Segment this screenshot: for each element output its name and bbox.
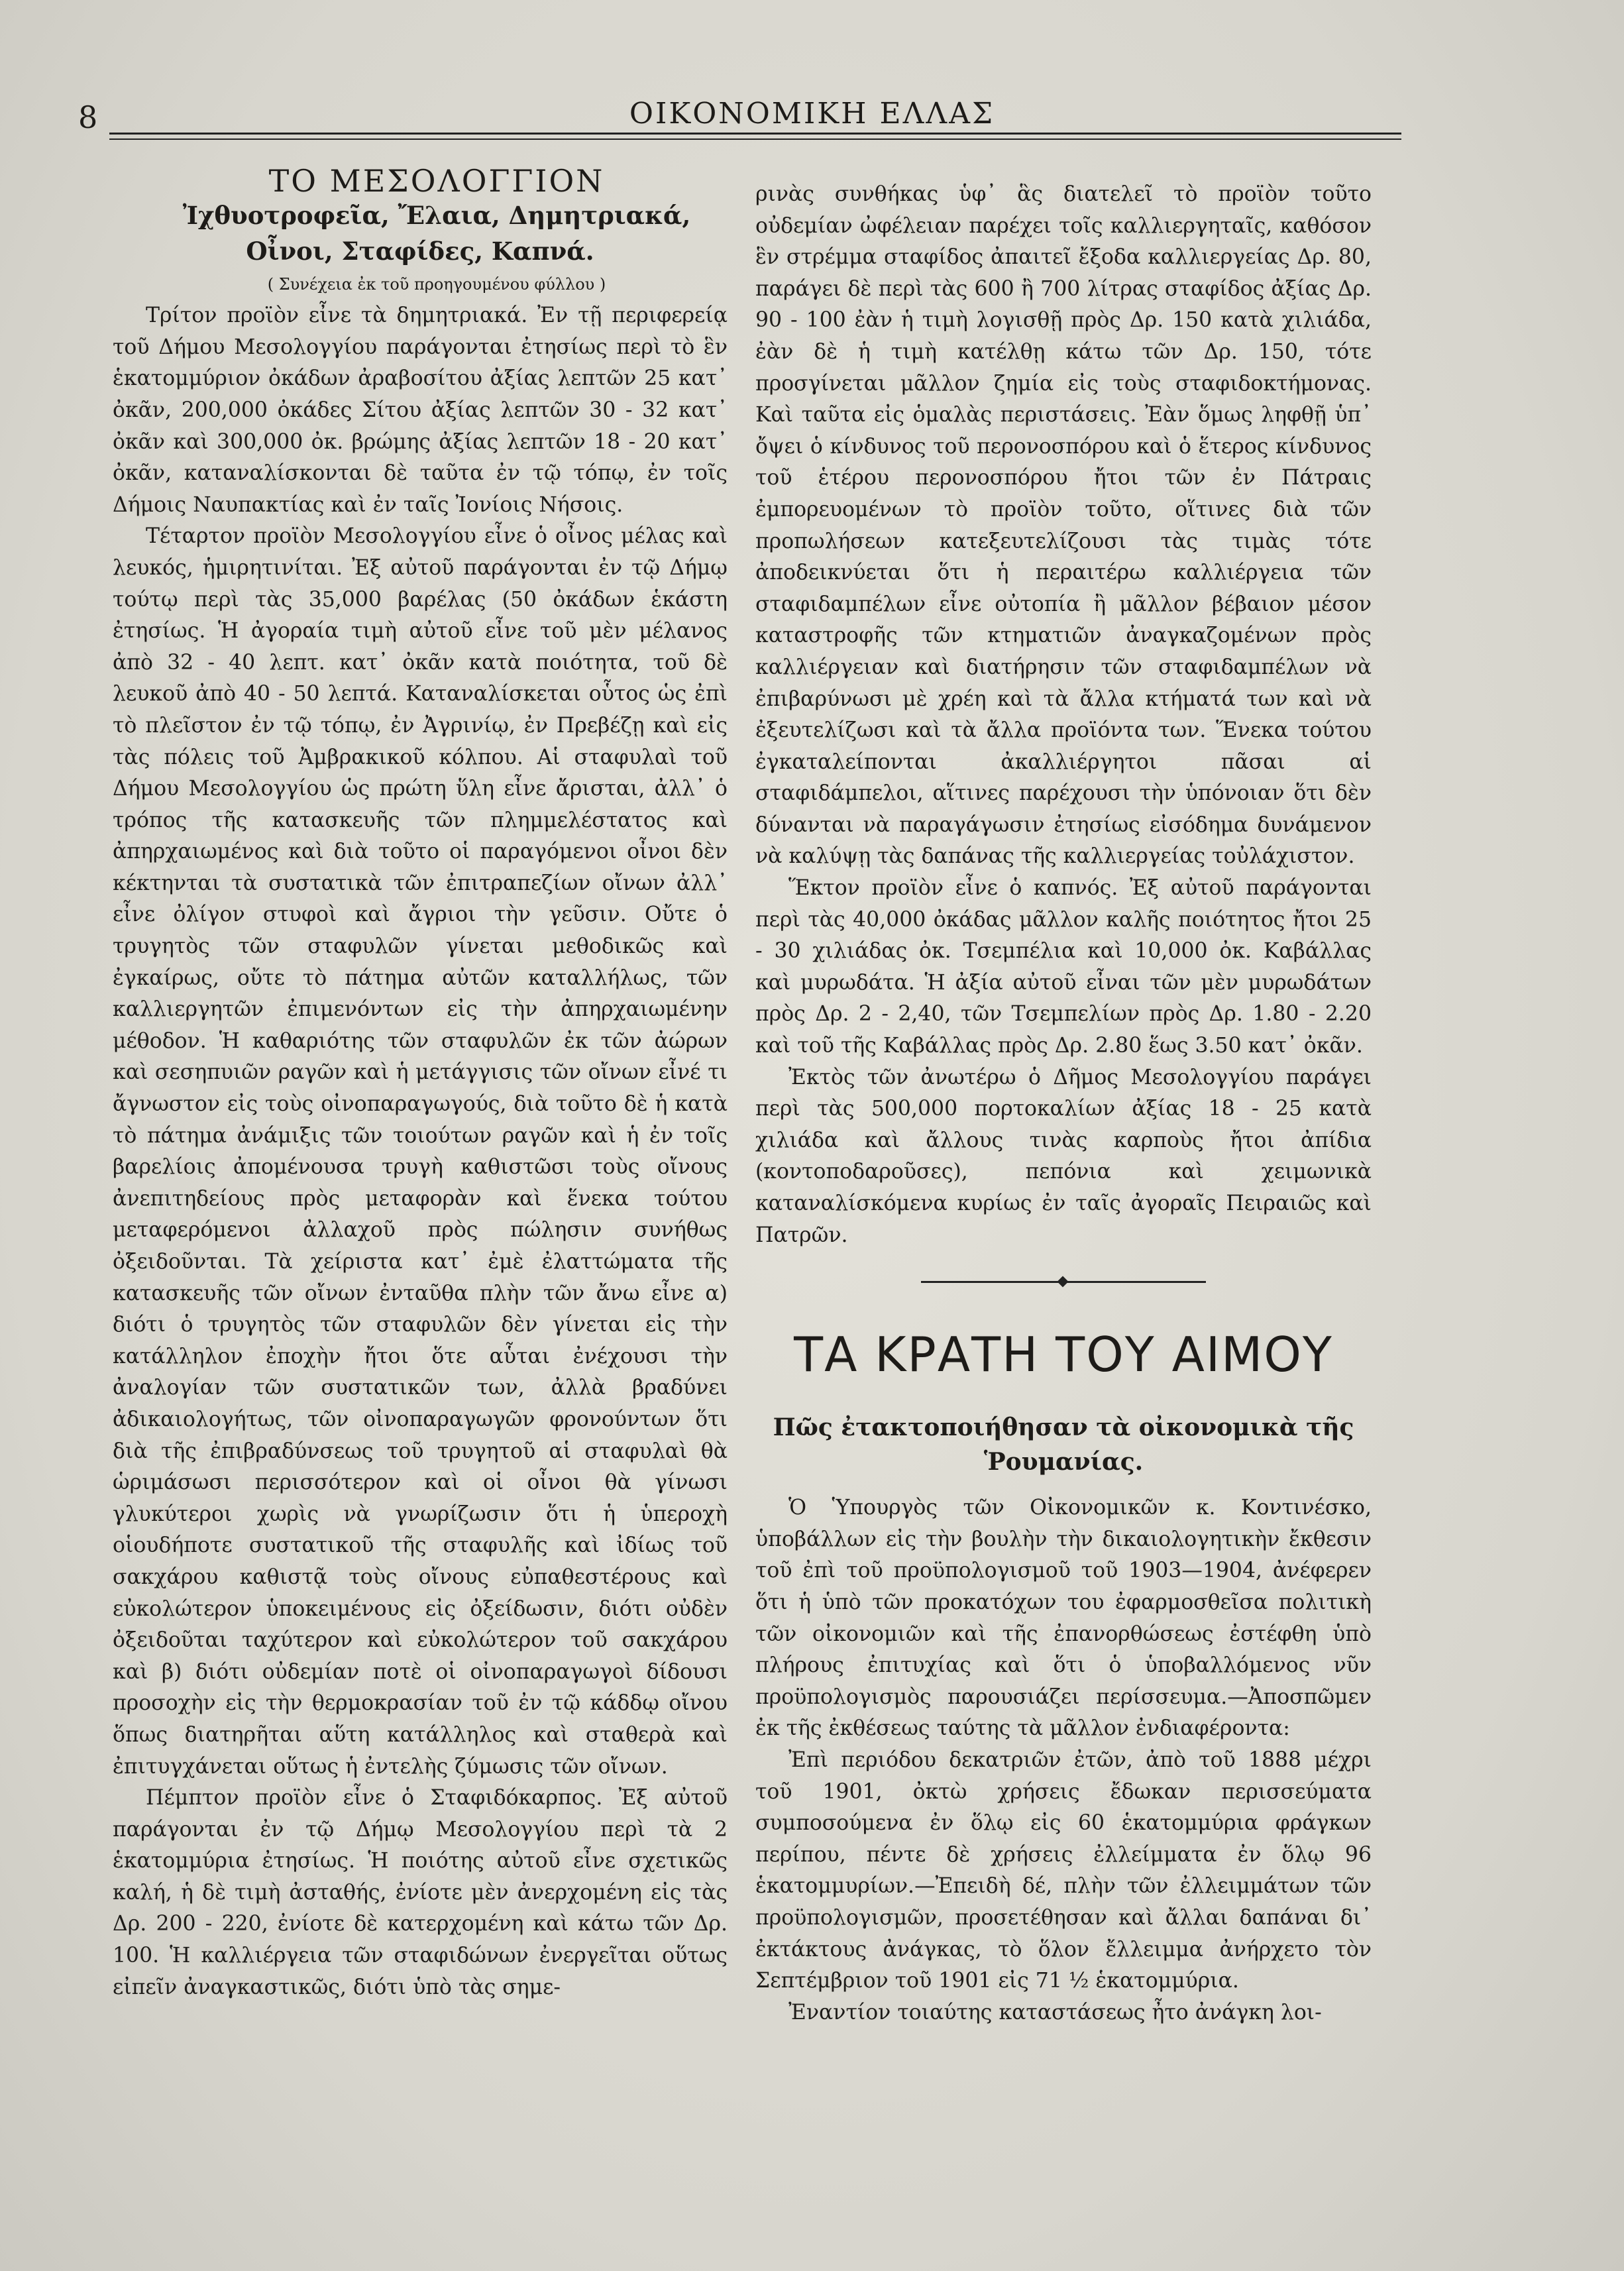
continuation-note: ( Συνέχεια ἐκ τοῦ προηγουμένου φύλλου ) <box>267 274 606 294</box>
paragraph: Ἕκτον προϊὸν εἶνε ὁ καπνός. Ἐξ αὐτοῦ παράγονται περὶ τὰς 40,000 ὀκάδας μᾶλλον καλῆς ποιότητος ἤτοι 25 - 30 χιλιάδας ὀκ. Τσεμπέλια καὶ 10,000 ὀκ. Καβάλλας καὶ μυρωδάτα. Ἡ ἀξία αὐτοῦ εἶναι τῶν μὲν μυρωδάτων πρὸς Δρ. 2 - 2,40, τῶν Τσεμπελίων πρὸς Δρ. 1.80 - 2.20 καὶ τοῦ τῆς Καβάλλας πρὸς Δρ. 2.80 ἕως 3.50 κατ᾽ ὀκᾶν. <box>755 876 1372 1058</box>
paragraph: Ἐπὶ περιόδου δεκατριῶν ἐτῶν, ἀπὸ τοῦ 1888 μέχρι τοῦ 1901, ὀκτὼ χρήσεις ἔδωκαν περισσεύματα συμποσούμενα ἐν ὅλῳ εἰς 60 ἑκατομμύρια φράγκων περίπου, πέντε δὲ χρήσεις ἐλλείμματα ἐν ὅλῳ 96 ἑκατομμυρίων.—Ἐπειδὴ δέ, πλὴν τῶν ἐλλειμμάτων τῶν προϋπολογισμῶν, προσετέθησαν καὶ ἄλλαι δαπάναι δι᾽ ἐκτάκτους ἀνάγκας, τὸ ὅλον ἔλλειμμα ἀνήρχετο τὸν Σεπτέμβριον τοῦ 1901 εἰς 71 ½ ἑκατομμύρια. <box>755 1747 1372 1993</box>
running-title: ΟΙΚΟΝΟΜΙΚΗ ΕΛΛΑΣ <box>629 97 995 131</box>
section-divider <box>921 1278 1206 1286</box>
paragraph: Πέμπτον προϊὸν εἶνε ὁ Σταφιδόκαρπος. Ἐξ αὐτοῦ παράγονται ἐν τῷ Δήμῳ Μεσολογγίου περὶ τὰ 2 ἑκατομμύρια ἐτησίως. Ἡ ποιότης αὐτοῦ εἶνε σχετικῶς καλή, ἡ δὲ τιμὴ ἀσταθής, ἐνίοτε μὲν ἀνερχομένη εἰς τὰς Δρ. 200 - 220, ἐνίοτε δὲ κατερχομένη καὶ κάτω τῶν Δρ. 100. Ἡ καλλιέργεια τῶν σταφιδώνων ἐνεργεῖται οὕτως εἰπεῖν ἀναγκαστικῶς, διότι ὑπὸ τὰς σημε- <box>113 1786 728 1999</box>
paragraph: Ἐναντίον τοιαύτης καταστάσεως ἦτο ἀνάγκη λοι- <box>788 2000 1322 2024</box>
paragraph: Ὁ Ὑπουργὸς τῶν Οἰκονομικῶν κ. Κοντινέσκο, ὑποβάλλων εἰς τὴν βουλὴν τὴν δικαιολογητικὴν ἔκθεσιν τοῦ ἐπὶ τοῦ προϋπολογισμοῦ τοῦ 1903—1904, ἀνέφερεν ὅτι ἡ ὑπὸ τῶν προκατόχων του ἐφαρμοσθεῖσα πολιτικὴ τῶν οἰκονομιῶν καὶ τῆς ἐπανορθώσεως ἐστέφθη ὑπὸ πλήρους ἐπιτυχίας καὶ ὅτι ὁ ὑποβαλλόμενος νῦν προϋπολογισμὸς παρουσιάζει περίσσευμα.—Ἀποσπῶμεν ἐκ τῆς ἐκθέσεως ταύτης τὰ μᾶλλον ἐνδιαφέροντα: <box>755 1496 1372 1741</box>
divider-diamond <box>1057 1276 1069 1288</box>
paragraph: Ἐκτὸς τῶν ἀνωτέρω ὁ Δῆμος Μεσολογγίου παράγει περὶ τὰς 500,000 πορτοκαλίων ἀξίας 18 - 25 κατὰ χιλιάδα καὶ ἄλλους τινὰς καρποὺς ἤτοι ἀπίδια (κοντοποδαροῦσες), πεπόνια καὶ χειμωνικὰ καταναλίσκόμενα κυρίως ἐν ταῖς ἀγοραῖς Πειραιῶς καὶ Πατρῶν. <box>755 1065 1372 1247</box>
paragraph: Τρίτον προϊὸν εἶνε τὰ δημητριακά. Ἐν τῇ περιφερείᾳ τοῦ Δήμου Μεσολογγίου παράγονται ἐτησίως περὶ τὸ ἓν ἑκατομμύριον ὀκάδων ἀραβοσίτου ἀξίας λεπτῶν 25 κατ᾽ ὀκᾶν, 200,000 ὀκάδες Σίτου ἀξίας λεπτῶν 30 - 32 κατ᾽ ὀκᾶν καὶ 300,000 ὀκ. βρώμης ἀξίας λεπτῶν 18 - 20 κατ᾽ ὀκᾶν, καταναλίσκονται δὲ ταῦτα ἐν τῷ τόπῳ, ἐν τοῖς Δήμοις Ναυπακτίας καὶ ἐν ταῖς Ἰονίοις Νήσοις. <box>113 304 728 517</box>
article-title-balkan-states: ΤΑ ΚΡΑΤΗ ΤΟΥ ΑΙΜΟΥ <box>794 1327 1333 1383</box>
page-number: 8 <box>78 99 98 135</box>
left-column <box>113 163 728 2003</box>
article-subtitle-romania: Πῶς ἐτακτοποιήθησαν τὰ οἰκονομικὰ τῆς Ῥουμανίας. <box>773 1413 1354 1476</box>
article-subtitle-mesolongion: Ἰχθυοτροφεῖα, Ἔλαια, Δημητριακά, Οἶνοι, Σταφίδες, Καπνά. <box>182 200 691 266</box>
header-double-rule <box>109 133 1401 140</box>
right-column <box>755 179 1372 2028</box>
article-title-mesolongion: ΤΟ ΜΕΣΟΛΟΓΓΙΟΝ <box>268 163 605 199</box>
paragraph: Τέταρτον προϊὸν Μεσολογγίου εἶνε ὁ οἶνος μέλας καὶ λευκός, ἡμιρητινίται. Ἐξ αὐτοῦ παράγονται ἐν τῷ Δήμῳ τούτῳ περὶ τὰς 35,000 βαρέλας (50 ὀκάδων ἑκάστη ἐτησίως. Ἡ ἀγοραία τιμὴ αὐτοῦ εἶνε τοῦ μὲν μέλανος ἀπὸ 32 - 40 λεπτ. κατ᾽ ὀκᾶν κατὰ ποιότητα, τοῦ δὲ λευκοῦ ἀπὸ 40 - 50 λεπτά. Καταναλίσκεται οὗτος ὡς ἐπὶ τὸ πλεῖστον ἐν τῷ τόπῳ, ἐν Ἀγρινίῳ, ἐν Πρεβέζῃ καὶ εἰς τὰς πόλεις τοῦ Ἀμβρακικοῦ κόλπου. Αἱ σταφυλαὶ τοῦ Δήμου Μεσολογγίου ὡς πρώτη ὕλη εἶνε ἄρισται, ἀλλ᾽ ὁ τρόπος τῆς κατασκευῆς τῶν πλημμελέστατος καὶ ἀπηρχαιωμένος καὶ διὰ τοῦτο οἱ παραγόμενοι οἶνοι δὲν κέκτηνται τὰ συστατικὰ τῶν ἐπιτραπεζίων οἴνων ἀλλ᾽ εἶνε ὀλίγον στυφοὶ καὶ ἄγριοι τὴν γεῦσιν. Οὔτε ὁ τρυγητὸς τῶν σταφυλῶν γίνεται μεθοδικῶς καὶ ἐγκαίρως, οὔτε τὸ πάτημα αὐτῶν καταλλήλως, τῶν καλλιεργητῶν ἐπιμενόντων εἰς τὴν ἀπηρχαιωμένην μέθοδον. Ἡ καθαριότης τῶν σταφυλῶν ἐκ τῶν ἀώρων καὶ σεσηπυιῶν ραγῶν καὶ ἡ μετάγγισις τῶν οἴνων εἶνέ τι ἄγνωστον εἰς τοὺς οἰνοπαραγωγούς, διὰ τοῦτο δὲ ἡ κατὰ τὸ πάτημα ἀνάμιξις τῶν τοιούτων ραγῶν καὶ ἡ ἐν τοῖς βαρελίοις ἀπομένουσα τρυγὴ καθιστῶσι τοὺς οἴνους ἀνεπιτηδείους πρὸς μεταφορὰν καὶ ἕνεκα τούτου μεταφερόμενοι ἀλλαχοῦ πρὸς πώλησιν συνήθως ὀξειδοῦνται. Τὰ χείριστα κατ᾽ ἐμὲ ἐλαττώματα τῆς κατασκευῆς τῶν οἴνων ἐνταῦθα πλὴν τῶν ἄνω εἶνε α) διότι ὁ τρυγητὸς τῶν σταφυλῶν δὲν γίνεται εἰς τὴν κατάλληλον ἐποχὴν ἤτοι ὅτε αὗται ἐνέχουσι τὴν ἀναλογίαν τῶν συστατικῶν των, ἀλλὰ βραδύνει ἀδικαιολογήτως, τῶν οἰνοπαραγωγῶν φρονούντων ὅτι διὰ τῆς ἐπιβραδύνσεως τοῦ τρυγητοῦ αἱ σταφυλαὶ θὰ ὡριμάσωσι περισσότερον καὶ οἱ οἶνοι θὰ γίνωσι γλυκύτεροι χωρὶς νὰ γνωρίζωσιν ὅτι ἡ ὑπεροχὴ οἱουδήποτε συστατικοῦ τῆς σταφυλῆς καὶ ἰδίως τοῦ σακχάρου καθιστᾷ τοὺς οἴνους εὐπαθεστέρους καὶ εὐκολώτερον ὑποκειμένους εἰς ὀξείδωσιν, διότι οὐδὲν ὀξειδοῦται ταχύτερον καὶ εὐκολώτερον τοῦ σακχάρου καὶ β) διότι οὐδεμίαν ποτὲ οἱ οἰνοπαραγωγοὶ δίδουσι προσοχὴν εἰς τὴν θερμοκρασίαν τοῦ ἐν τῷ κάδδῳ οἴνου ὅπως διατηρῆται αὕτη κατάλληλος καὶ σταθερὰ καὶ ἐπιτυγχάνεται οὕτως ἡ ἐντελὴς ζύμωσις τῶν οἴνων. <box>113 524 728 1779</box>
paragraph: ρινὰς συνθήκας ὑφ᾽ ἃς διατελεῖ τὸ προϊὸν τοῦτο οὐδεμίαν ὠφέλειαν παρέχει τοῖς καλλιεργηταῖς, καθόσον ἓν στρέμμα σταφίδος ἀπαιτεῖ ἔξοδα καλλιεργείας Δρ. 80, παράγει δὲ περὶ τὰς 600 ἢ 700 λίτρας σταφίδος ἀξίας Δρ. 90 - 100 ἐὰν ἡ τιμὴ λογισθῇ πρὸς Δρ. 150 κατὰ χιλιάδα, ἐὰν δὲ ἡ τιμὴ κατέλθῃ κάτω τῶν Δρ. 150, τότε προσγίνεται μᾶλλον ζημία εἰς τοὺς σταφιδοκτήμονας. Καὶ ταῦτα εἰς ὁμαλὰς περιστάσεις. Ἐὰν ὅμως ληφθῇ ὑπ᾽ ὄψει ὁ κίνδυνος τοῦ περονοσπόρου καὶ ὁ ἕτερος κίνδυνος τοῦ ἑτέρου περονοσπόρου ἤτοι τῶν ἐν Πάτραις ἐμπορευομένων τὸ προϊὸν τοῦτο, οἵτινες διὰ τῶν προπωλήσεων κατεξευτελίζουσι τὰς τιμὰς τότε ἀποδεικνύεται ὅτι ἡ περαιτέρω καλλιέργεια τῶν σταφιδαμπέλων εἶνε οὐτοπία ἢ μᾶλλον βέβαιον μέσον καταστροφῆς τῶν κτηματιῶν ἀναγκαζομένων πρὸς καλλιέργειαν καὶ διατήρησιν τῶν σταφιδαμπέλων νὰ ἐπιβαρύνωσι μὲ χρέη καὶ τὰ ἄλλα κτήματά των καὶ νὰ ἐξευτελίζωσι καὶ τὰ ἄλλα προϊόντα των. Ἕνεκα τούτου ἐγκαταλείπονται ἀκαλλιέργητοι πᾶσαι αἱ σταφιδάμπελοι, αἵτινες παρέχουσι τὴν ὑπόνοιαν ὅτι δὲν δύνανται νὰ παραγάγωσιν ἐτησίως εἰσόδημα δυνάμενον νὰ καλύψῃ τὰς δαπάνας τῆς καλλιεργείας τοὐλάχιστον. <box>755 182 1372 869</box>
